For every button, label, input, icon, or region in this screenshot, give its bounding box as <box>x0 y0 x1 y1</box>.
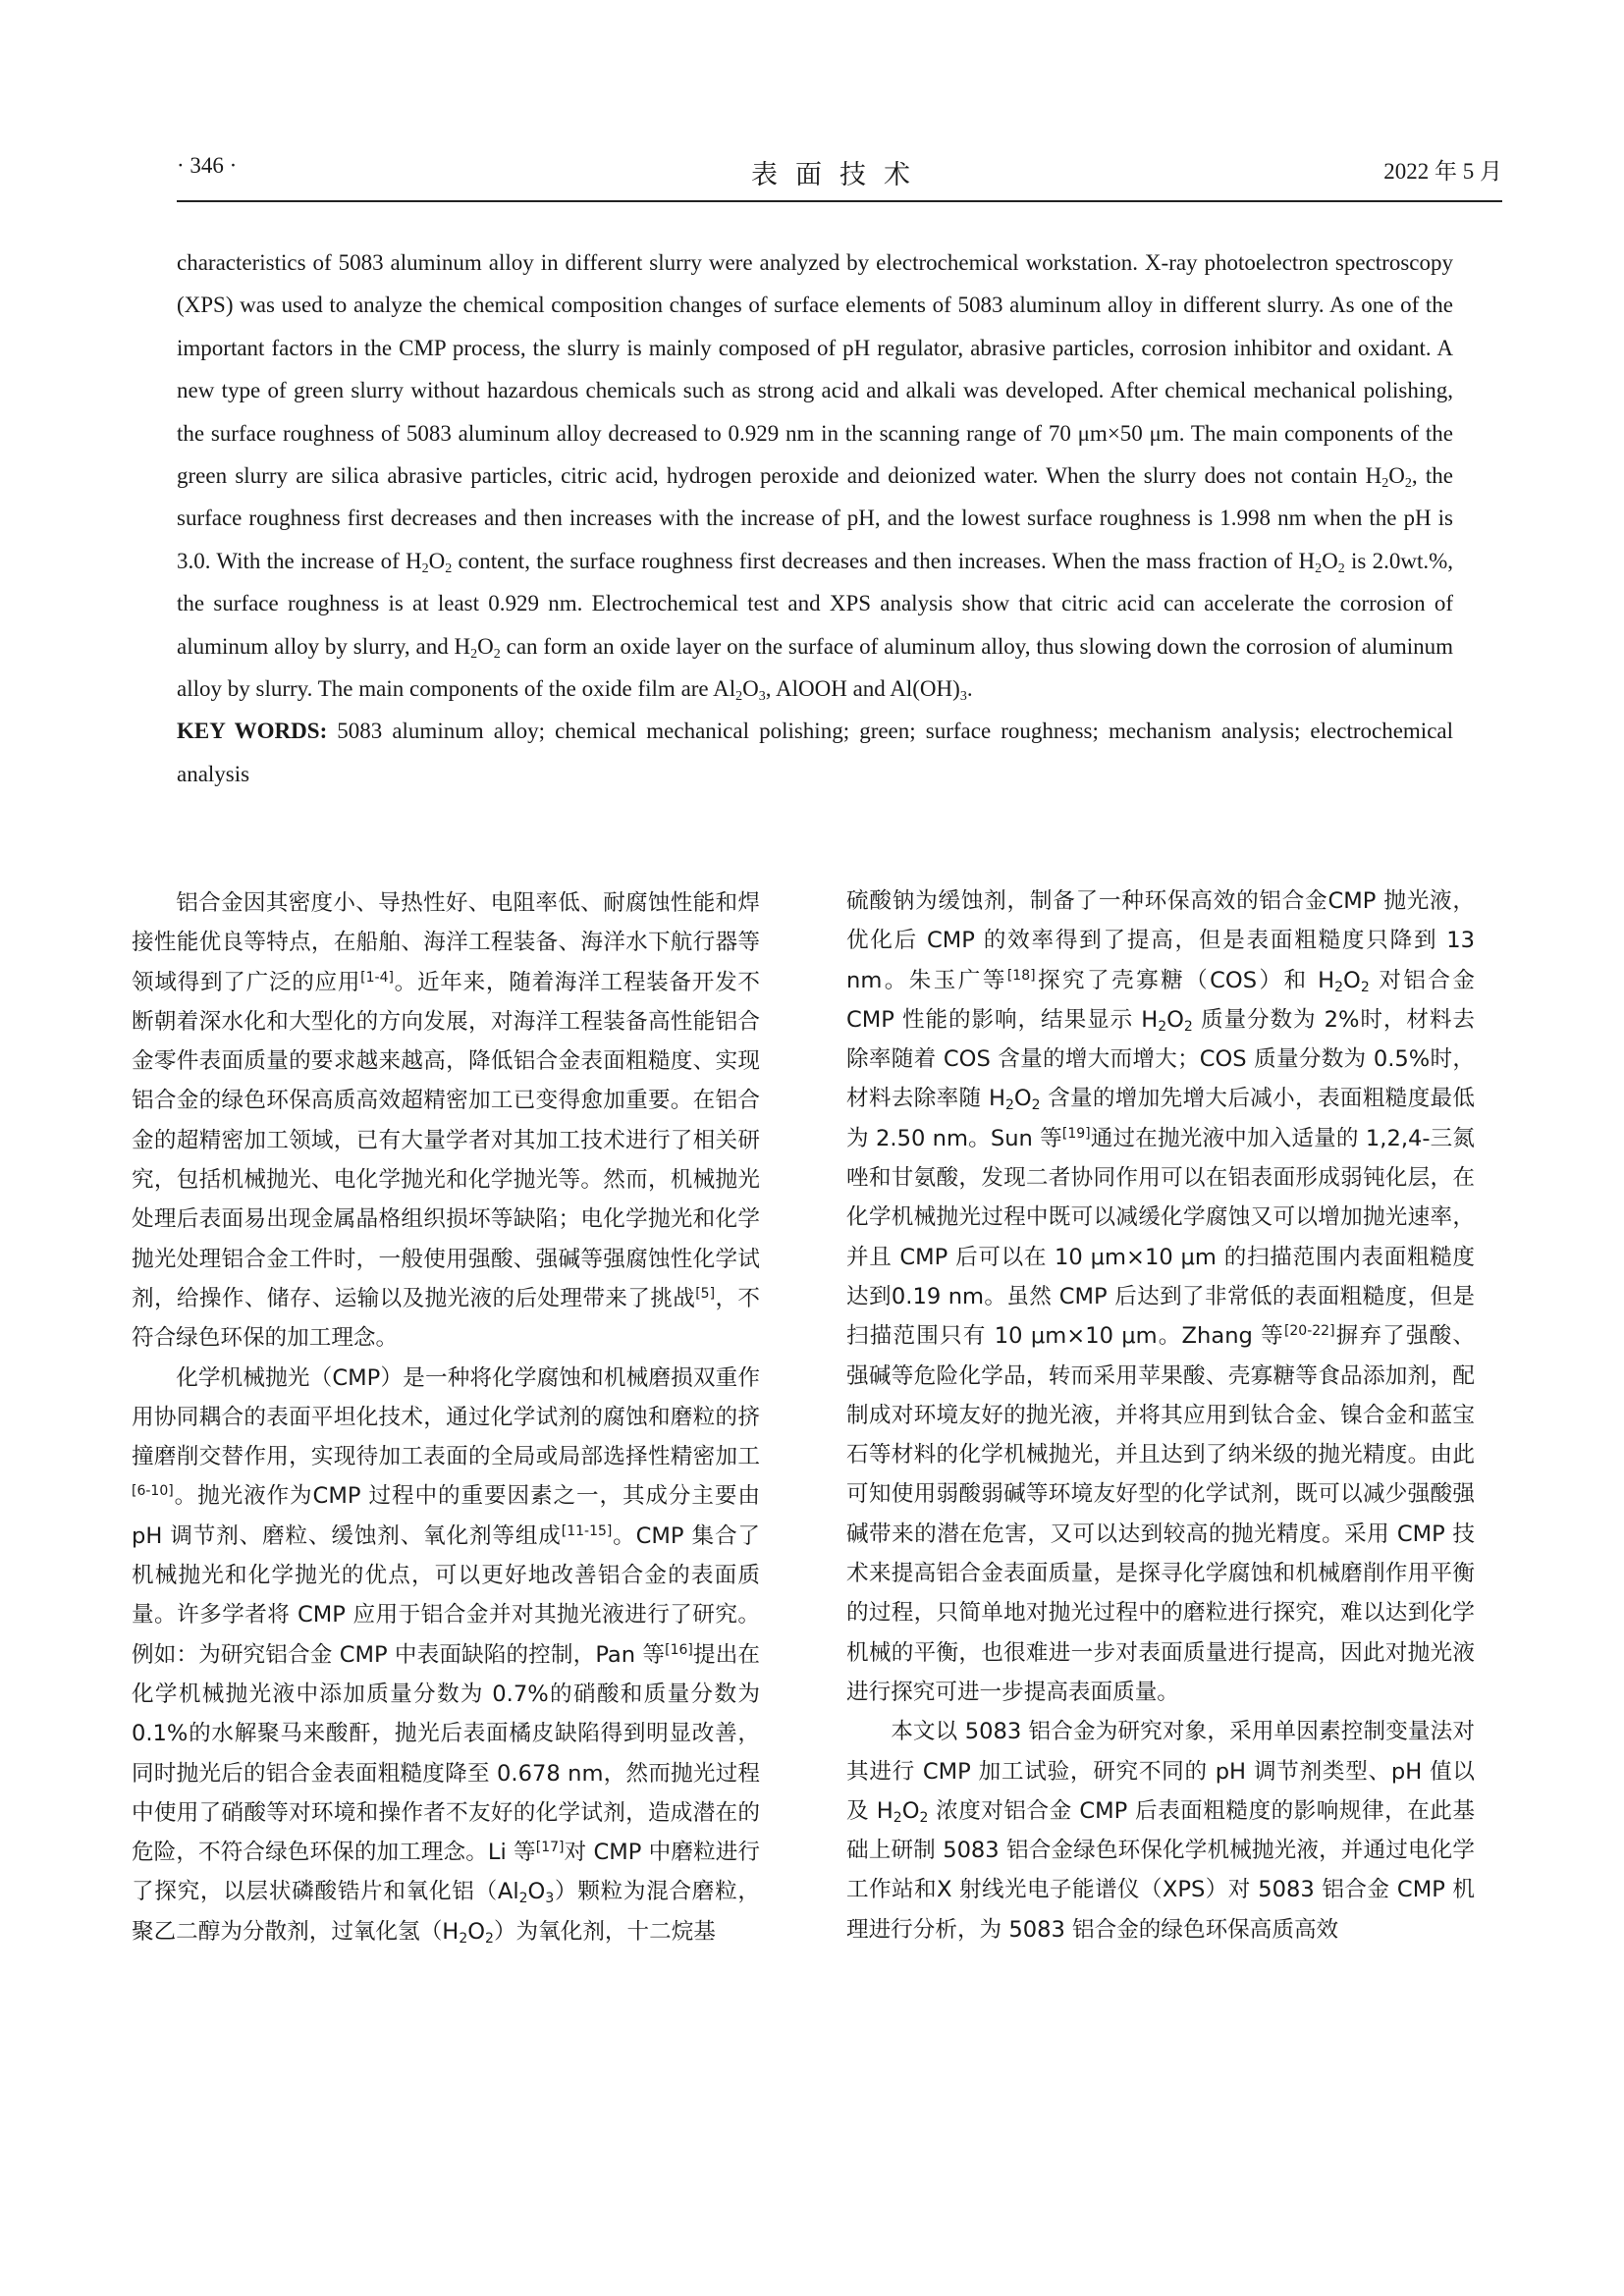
page-header <box>177 153 1502 192</box>
paragraph: 硫酸钠为缓蚀剂，制备了一种环保高效的铝合金CMP 抛光液，优化后 CMP 的效率得到了提高，但是表面粗糙度只降到 13 nm。朱玉广等[18]探究了壳寡糖（COS）和 $H_2O_2$ 对铝合金 CMP 性能的影响，结果显示 $H_2O_2$ 质量分数为 2%时，材料去除率随着 COS 含量的增大而增大；COS 质量分数为 0.5%时，材料去除率随 $H_2O_2$ 含量的增加先增大后减小，表面粗糙度最低为 2.50 nm。Sun 等[19]通过在抛光液中加入适量的 1,2,4-三氮唑和甘氨酸，发现二者协同作用可以在铝表面形成弱钝化层，在化学机械抛光过程中既可以减缓化学腐蚀又可以增加抛光速率，并且 CMP 后可以在 10 μm×10 μm 的扫描范围内表面粗糙度达到0.19 nm。虽然 CMP 后达到了非常低的表面粗糙度，但是扫描范围只有 10 μm×10 μm。Zhang 等[20-22]摒弃了强酸、强碱等危险化学品，转而采用苹果酸、壳寡糖等食品添加剂，配制成对环境友好的抛光液，并将其应用到钛合金、镍合金和蓝宝石等材料的化学机械抛光，并且达到了纳米级的抛光精度。由此可知使用弱酸弱碱等环境友好型的化学试剂，既可以减少强酸强碱带来的潜在危害，又可以达到较高的抛光精度。采用 CMP 技术来提高铝合金表面质量，是探寻化学腐蚀和机械磨削作用平衡的过程，只简单地对抛光过程中的磨粒进行探究，难以达到化学机械的平衡，也很难进一步对表面质量进行提高，因此对抛光液进行探究可进一步提高表面质量。 <box>846 888 1476 1705</box>
keywords-label: KEY WORDS: <box>177 719 328 744</box>
abstract-text: characteristics of 5083 aluminum alloy in different slurry were analyzed by electrochemical workstation. X-ray photoelectron spectroscopy (XPS) was used to analyze the chemical composition changes of surface elements of 5083 aluminum alloy in different slurry. As one of the important factors in the CMP process, the slurry is mainly composed of pH regulator, abrasive particles, corrosion inhibitor and oxidant. A new type of green slurry without hazardous chemicals such as strong acid and alkali was developed. After chemical mechanical polishing, the surface roughness of 5083 aluminum alloy decreased to 0.929 nm in the scanning range of 70 μm×50 μm. The main components of the green slurry are silica abrasive particles, citric acid, hydrogen peroxide and deionized water. When the slurry does not contain $H_2O_2$, the surface roughness first decreases and then increases with the increase of pH, and the lowest surface roughness is 1.998 nm when the pH is 3.0. With the increase of $H_2O_2$ content, the surface roughness first decreases and then increases. When the mass fraction of $H_2O_2$ is 2.0wt.%, the surface roughness is at least 0.929 nm. Electrochemical test and XPS analysis show that citric acid can accelerate the corrosion of aluminum alloy by slurry, and $H_2O_2$ can form an oxide layer on the surface of aluminum alloy, thus slowing down the corrosion of aluminum alloy by slurry. The main components of the oxide film are $Al_2O_3$, AlOOH and $Al(OH)_3$. <box>177 250 1454 705</box>
journal-title: 表面技术 <box>751 160 928 190</box>
issue-date: 2022 年 5 月 <box>1383 159 1502 184</box>
paragraph: 化学机械抛光（CMP）是一种将化学腐蚀和机械磨损双重作用协同耦合的表面平坦化技术，通过化学试剂的腐蚀和磨粒的挤撞磨削交替作用，实现待加工表面的全局或局部选择性精密加工[6-10]。抛光液作为CMP 过程中的重要因素之一，其成分主要由 pH 调节剂、磨粒、缓蚀剂、氧化剂等组成[11-15]。CMP 集合了机械抛光和化学抛光的优点，可以更好地改善铝合金的表面质量。许多学者将 CMP 应用于铝合金并对其抛光液进行了研究。例如：为研究铝合金 CMP 中表面缺陷的控制，Pan 等[16]提出在化学机械抛光液中添加质量分数为 0.7%的硝酸和质量分数为 0.1%的水解聚马来酸酐，抛光后表面橘皮缺陷得到明显改善，同时抛光后的铝合金表面粗糙度降至 0.678 nm，然而抛光过程中使用了硝酸等对环境和操作者不友好的化学试剂，造成潜在的危险，不符合绿色环保的加工理念。Li 等[17]对 CMP 中磨粒进行了探究，以层状磷酸锆片和氧化铝$(Al_2O_3)$颗粒为混合磨粒，聚乙二醇为分散剂，过氧化氢$(H_2O_2)$为氧化剂，十二烷基 <box>132 1364 761 1947</box>
page-number: · 346 · <box>177 153 238 178</box>
abstract-section <box>177 241 1453 795</box>
header-rule <box>177 200 1502 202</box>
body-column-left <box>132 883 760 1951</box>
paragraph: 本文以 5083 铝合金为研究对象，采用单因素控制变量法对其进行 CMP 加工试验，研究不同的 pH 调节剂类型、pH 值以及 $H_2O_2$ 浓度对铝合金 CMP 后表面粗糙度的影响规律，在此基础上研制 5083 铝合金绿色环保化学机械抛光液，并通过电化学工作站和X 射线光电子能谱仪（XPS）对 5083 铝合金 CMP 机理进行分析，为 5083 铝合金的绿色环保高质高效 <box>846 1719 1475 1943</box>
keywords-text: 5083 aluminum alloy; chemical mechanical polishing; green; surface roughness; mechanism analysis; electrochemical analysis <box>177 719 1453 786</box>
paragraph: 铝合金因其密度小、导热性好、电阻率低、耐腐蚀性能和焊接性能优良等特点，在船舶、海洋工程装备、海洋水下航行器等领域得到了广泛的应用[1-4]。近年来，随着海洋工程装备开发不断朝着深水化和大型化的方向发展，对海洋工程装备高性能铝合金零件表面质量的要求越来越高，降低铝合金表面粗糙度、实现铝合金的绿色环保高质高效超精密加工已变得愈加重要。在铝合金的超精密加工领域，已有大量学者对其加工技术进行了相关研究，包括机械抛光、电化学抛光和化学抛光等。然而，机械抛光处理后表面易出现金属晶格组织损坏等缺陷；电化学抛光和化学抛光处理铝合金工件时，一般使用强酸、强碱等强腐蚀性化学试剂，给操作、储存、运输以及抛光液的后处理带来了挑战[5]，不符合绿色环保的加工理念。 <box>132 890 761 1352</box>
keywords <box>177 710 1453 795</box>
body-column-right <box>846 881 1475 1949</box>
